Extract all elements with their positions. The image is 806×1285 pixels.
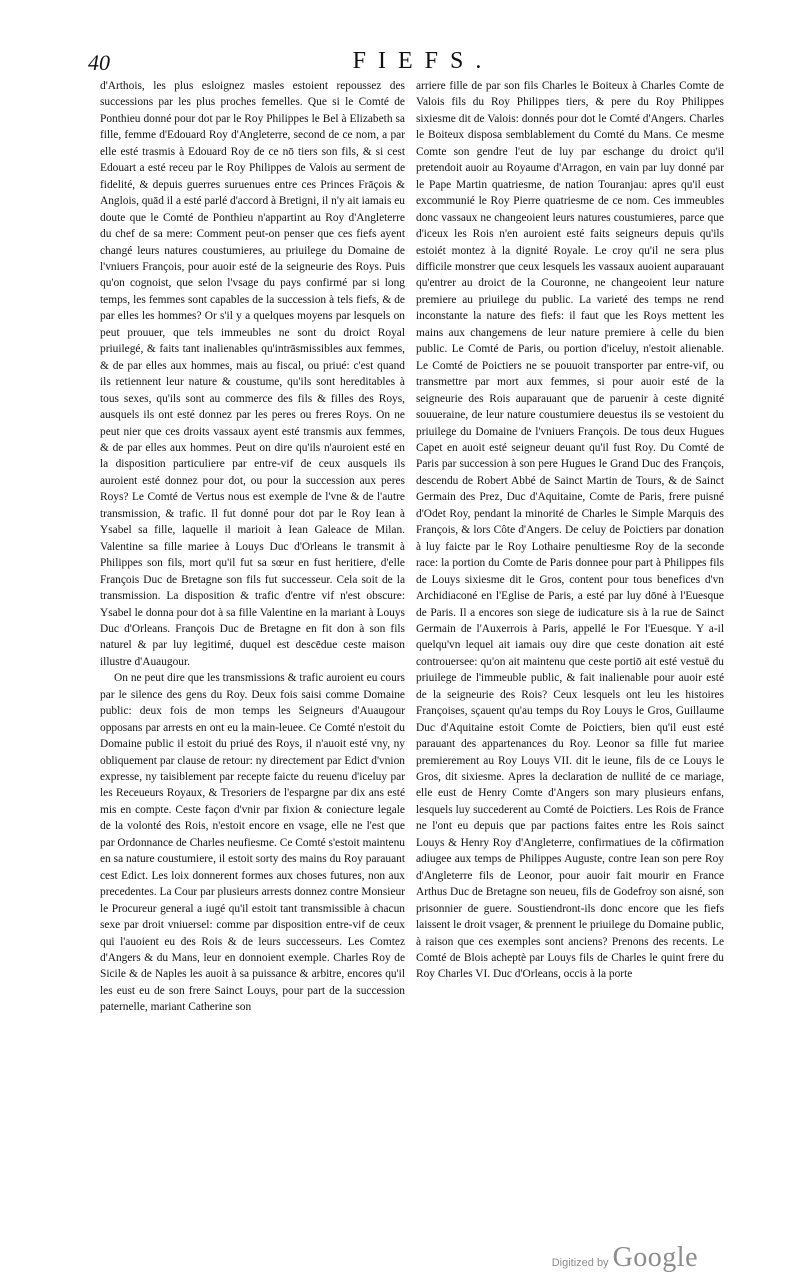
- right-column: [416, 78, 724, 983]
- running-title: FIEFS.: [352, 48, 494, 74]
- left-column: [100, 78, 405, 1016]
- left-paragraph-2: On ne peut dire que les transmissions & trafic auroient eu cours par le silence des gens du Roy. Deux fois saisi comme Domaine public: deux fois de mon temps les Seigneurs d'Auaugour opposans par arrests en ont eu la main-leuee. Ce Comté n'estoit du Domaine public il estoit du priué des Roys, il n'auoit esté vny, ny obliquement par clause de retour: ny directement par Edict d'vnion expresse, ny taisiblement par recepte faicte du reuenu d'iceluy par les Receueurs Royaux, & Tresoriers de l'espargne par dix ans esté mis en compte. Ceste façon d'vnir par fixion & coniecture legale de la volonté des Rois, n'estoit encore en vsage, elle ne l'est que par Ordonnance de Charles neufiesme. Ce Comté s'estoit maintenu en sa nature coustumiere, il estoit sorty des mains du Roy parauant cest Edict. Les loix donnerent formes aux choses futures, non aux precedentes. La Cour par plusieurs arrests donnez contre Monsieur le Procureur general a iugé qu'il estoit tant transmissible à chacun sexe par droit vniuersel: comme par disposition entre-vif de ceux qui l'auoient eu des Rois & de leurs successeurs. Les Comtez d'Angers & du Mans, leur en donnoient exemple. Charles Roy de Sicile & de Naples les auoit à sa puissance & arbitre, encores qu'il les eust eu de son frere Sainct Louys, pour part de la succession paternelle, mariant Catherine son: [100, 672, 405, 1014]
- watermark-prefix: Digitized by: [551, 1257, 609, 1269]
- page-number: 40: [88, 50, 110, 75]
- google-watermark: [552, 1242, 698, 1274]
- google-logo: Google: [612, 1242, 698, 1273]
- left-paragraph-1: d'Arthois, les plus esloignez masles estoient repoussez des successions par les plus proches femelles. Que si le Comté de Ponthieu donné pour dot par le Roy Philippes le Bel à Elizabeth sa fille, femme d'Edouard Roy d'Angleterre, second de ce nom, a par elle esté trasmis à Edouard Roy de ce nō tiers son fils, & si cest Edouart a esté receu par le Roy Philippes de Valois au serment de fidelité, & depuis guerres suruenues entre ces Princes Frāçois & Anglois, quād il a esté parlé d'accord à Bretigni, il n'y ait iamais eu doute que le Comté de Ponthieu n'appartint au Roy d'Angleterre du chef de sa mere: Comment peut-on penser que ces fiefs ayent changé leurs natures coustumieres, au priuilege du Domaine de l'vniuers François, pour auoir esté de la seigneurie des Roys. Puis qu'on cognoist, que selon l'vsage du pays confirmé par si long temps, les femmes sont capables de la succession à tels fiefs, & de par elles les hommes? Or s'il y a quelques moyens par lesquels on peut prouuer, que tels immeubles ne sont du droict Royal priuilegé, & faits tant inalienables qu'intrāsmissibles aux femmes, & de par elles aux hommes, mais au fiscal, ou priué: c'est quand ils retiennent leur nature & coustume, qu'ils sont hereditables à tous sexes, qu'ils sont au commerce des fils & filles des Roys, ausquels ils ont esté donnez par les peres ou freres Roys. On ne peut nier que ces droits vassaux ayent esté transmis aux femmes, & de par elles aux hommes. Peut on dire qu'ils n'auroient esté en la disposition particuliere par entre-vif de ceux ausquels ils auroient esté donnez pour dot, ou pour la succession aux peres Roys? Le Comté de Vertus nous est exemple de l'vne & de l'autre transmission, & trafic. Il fut donné pour dot par le Roy Iean à Ysabel sa fille, laquelle il marioit à Iean Galeace de Milan. Valentine sa fille mariee à Louys Duc d'Orleans le transmit à Philippes son fils, mort qu'il fut sa sœur en fust heritiere, d'elle François Duc de Bretagne son fils fut successeur. Cela soit de la transmission. La disposition & trafic d'entre vif n'est obscure: Ysabel le donna pour dot à sa fille Valentine en la mariant à Louys Duc d'Orleans. François Duc de Bretagne en fit don à son fils naturel & par luy legitimé, duquel est descēdue ceste maison illustre d'Auaugour.: [100, 80, 405, 668]
- right-paragraph-1: arriere fille de par son fils Charles le Boiteux à Charles Comte de Valois fils du Roy Philippes tiers, & pere du Roy Philippes sixiesme dit de Valois: donnés pour dot le Comté d'Angers. Charles le Boiteux disposa semblablement du Comté du Mans. Ce mesme Comte son gendre l'eut de luy par eschange du droict qu'il pretendoit auoir au Royaume d'Arragon, en vain par luy donné par le Pape Martin quatriesme, de nation Touranjau: apres qu'il eust excommunié le Roy Pierre quatriesme de ce nom. Ces immeubles donc vassaux ne changeoient leurs natures coustumieres, parce que d'iceux les Rois n'en auroient esté faits seigneurs depuis qu'ils estoiét montez à la dignité Royale. Le croy qu'il ne sera plus difficile monstrer que ceux lesquels les vassaux auoient auparauant qu'entrer au droict de la Couronne, ne changeoient leur nature premiere au priuilege du public. La varieté des temps ne rend inconstante la nature des fiefs: il faut que les Roys mettent les mains aux changemens de leur nature premiere à celle du bien public. Le Comté de Paris, ou portion d'iceluy, n'estoit alienable. Le Comté de Poictiers ne se pouuoit transporter par entre-vif, ou transmettre par mort aux femmes, si pour auoir esté de la seigneurie des Rois auparauant que de paruenir à ceste dignité souueraine, de leur nature coustumiere deuestus ils se vestoient du priuilege du Domaine de l'vniuers François. De tous deux Hugues Capet en auoit esté seigneur deuant qu'il fust Roy. Du Comté de Paris par succession à son pere Hugues le Grand Duc des François, descendu de Robert Abbé de Sainct Martin de Tours, & de Sainct Germain des Prez, Duc d'Aquitaine, Comte de Paris, frere puisné d'Odet Roy, pendant la minorité de Charles le Simple Marquis des François, & lors Côte d'Angers. De celuy de Poictiers par donation à luy faicte par le Roy Lothaire penultiesme Roy de la seconde race: la portion du Comte de Paris donnee pour part à Philippes fils de Louys sixiesme dit le Gros, content pour tous benefices d'vn Archidiaconé en l'Eglise de Paris, a esté par luy dōné à l'Euesque de Paris. Il a encores son siege de iudicature sis à la rue de Sainct Germain de l'Auxerrois à Paris, appellé le For l'Euesque. Y a-il quelqu'vn lequel ait iamais ouy dire que ceste donation ait esté controuersee: qu'on ait maintenu que ceste portiō ait esté vestuë du priuilege de l'immeuble public, & fait inalienable pour auoir esté de la seigneurie des Rois? Ceux lesquels ont leu les histoires Françoises, sçauent qu'au temps du Roy Louys le Gros, Guillaume Duc d'Aquitaine estoit Comte de Poictiers, bien qu'il eust esté parauant des appartenances du Roy. Leonor sa fille fut mariee premierement au Roy Louys VII. dit le ieune, fils de ce Louys le Gros, dit sixiesme. Apres la declaration de nullité de ce mariage, elle eust de Henry Comte d'Angers son mary plusieurs enfans, lesquels luy succederent au Comté de Poictiers. Les Rois de France ne l'ont eu depuis que par pactions faites entre les Rois sainct Louys & Henry Roy d'Angleterre, confirmatiues de la cōfirmation adiugee aux temps de Philippes Auguste, contre Iean son pere Roy d'Angleterre fils de Leonor, pour auoir fait mourir en France Arthus Duc de Bretagne son neueu, fils de Godefroy son aisné, son prisonnier de guere. Soustiendront-ils donc encore que les fiefs laissent le droit vsager, & prennent le priuilege du Domaine public, à raison que ces exemples sont anciens? Prenons des recents. Le Comté de Blois acheptè par Louys fils de Charles le quint frere du Roy Charles VI. Duc d'Orleans, occis à la porte: [416, 80, 724, 981]
